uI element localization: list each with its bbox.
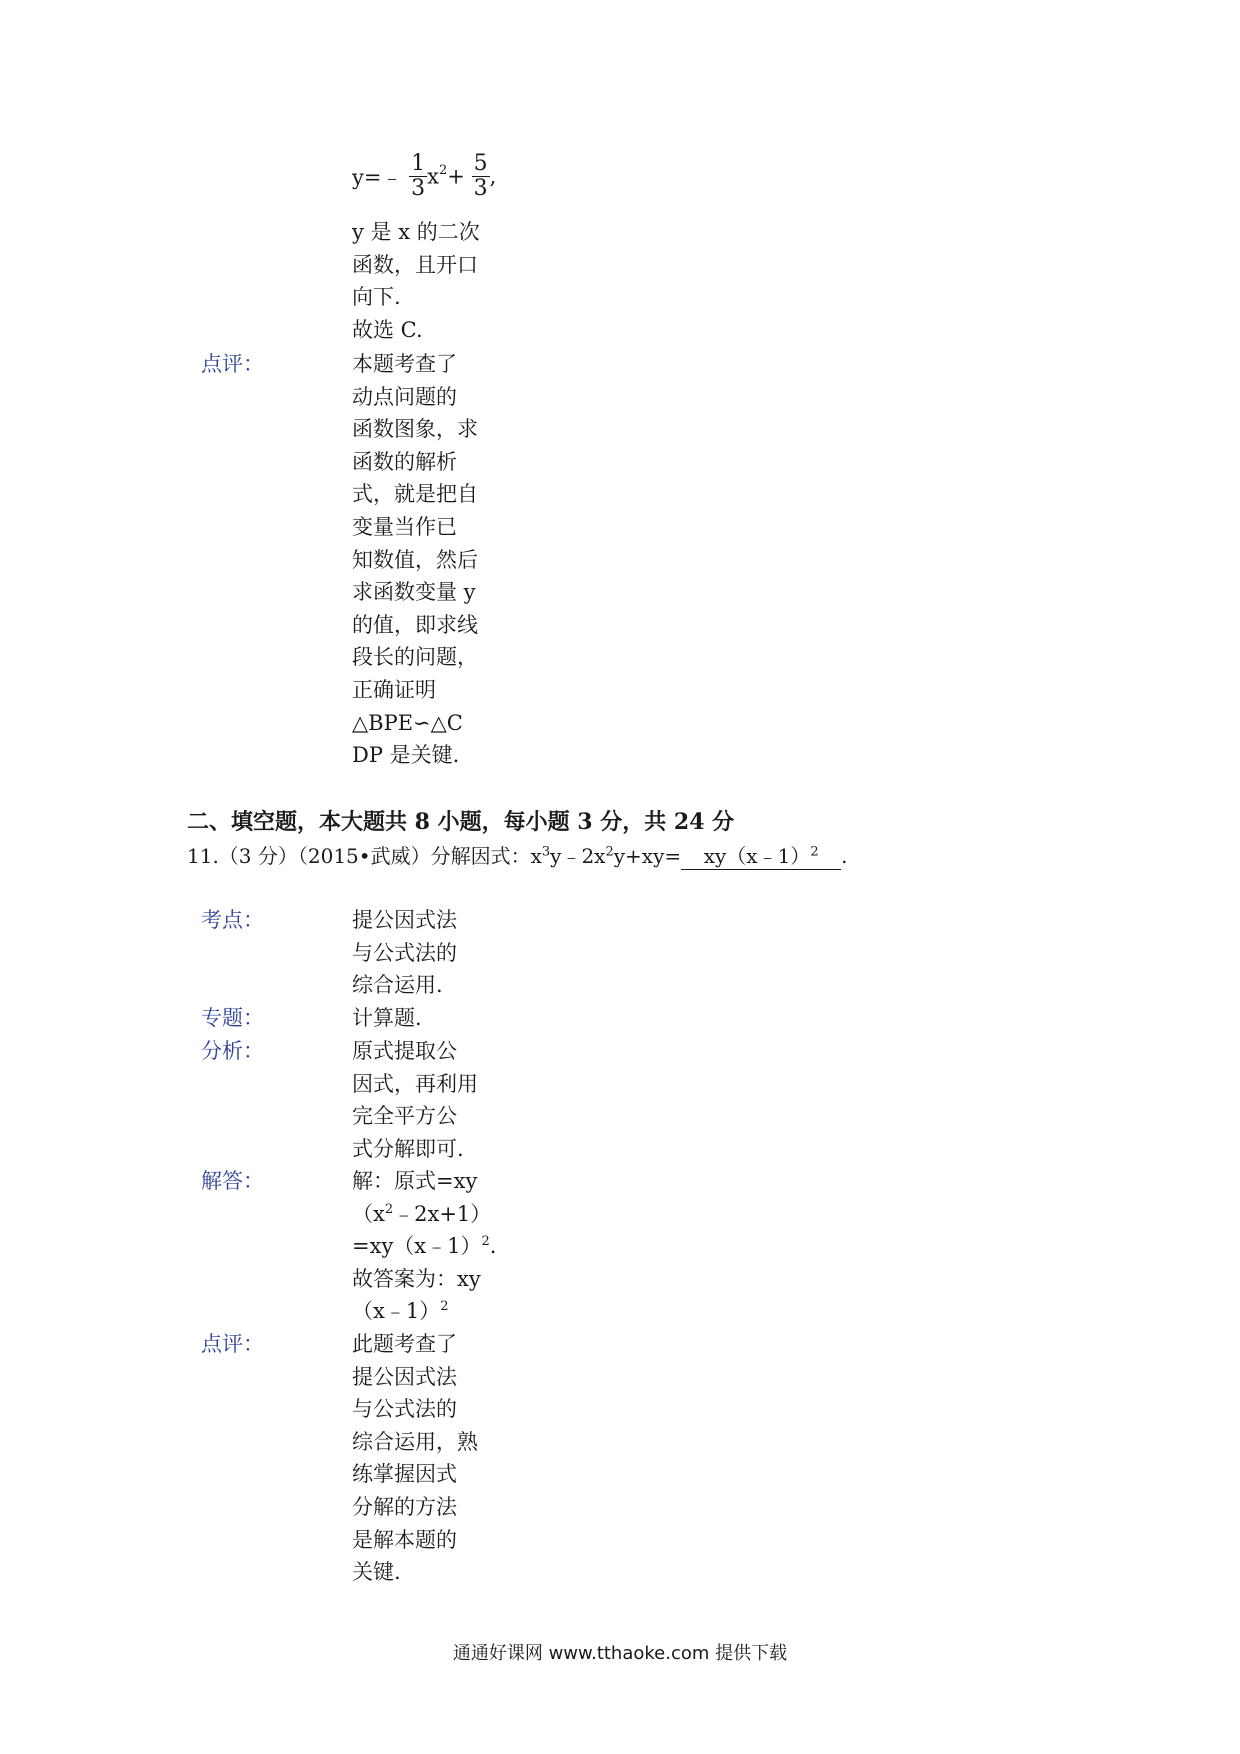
kaodian-text (352, 904, 457, 1002)
fenxi-text (352, 1035, 478, 1165)
zhuanti-label: 专题： (201, 1006, 264, 1030)
text-line: 的值，即求线 (352, 612, 478, 637)
formula-exponent: 2 (439, 163, 448, 178)
fenxi-label: 分析： (201, 1039, 264, 1063)
math-text: . (489, 1234, 497, 1259)
text-line: 动点问题的 (352, 384, 457, 409)
text-line: 向下. (352, 285, 401, 310)
review-label: 点评： (201, 352, 264, 376)
text-line: 式分解即可. (352, 1136, 464, 1161)
kaodian-label: 考点： (201, 908, 264, 932)
exponent: 2 (440, 1299, 449, 1315)
text-line (352, 1198, 496, 1231)
text-line: 分解的方法 (352, 1494, 457, 1519)
page-footer: 通通好课网 www.tthaoke.com 提供下载 (452, 1643, 788, 1664)
text-line: 故选 C. (352, 317, 423, 342)
text-line: 是解本题的 (352, 1527, 457, 1552)
fraction-denominator: 3 (411, 176, 426, 201)
text-line: 变量当作已 (352, 514, 457, 539)
exponent: 2 (384, 1201, 394, 1217)
dianping-label: 点评： (201, 1332, 264, 1356)
math-text: =xy（x﹣1） (352, 1234, 482, 1259)
math-text: （x﹣1） (352, 1299, 441, 1324)
text-line: DP 是关键. (352, 743, 460, 768)
fraction-five-thirds (472, 152, 490, 201)
jieda-text (352, 1165, 496, 1328)
fraction-numerator: 5 (473, 151, 488, 176)
solution-conclusion (352, 216, 480, 346)
text-line: 与公式法的 (352, 940, 457, 965)
text-line: 计算题. (352, 1006, 422, 1030)
text-line: 段长的问题， (352, 645, 478, 670)
text-line: 完全平方公 (352, 1104, 457, 1129)
text-line: 知数值，然后 (352, 547, 478, 572)
text-line: 提公因式法 (352, 1364, 457, 1389)
text-line (352, 1295, 496, 1328)
math-text: （x (352, 1201, 385, 1226)
text-line: 本题考查了 (352, 352, 457, 376)
fraction-denominator: 3 (473, 176, 488, 201)
exponent: 3 (541, 844, 551, 860)
formula-variable: x (427, 164, 439, 189)
formula-prefix: y=﹣ (352, 165, 403, 190)
text-line: 函数的解析 (352, 449, 457, 474)
answer-blank (681, 840, 841, 870)
review-text (352, 348, 478, 772)
answer-exponent: 2 (810, 844, 819, 860)
text-line (352, 1230, 496, 1263)
text-line: y 是 x 的二次 (352, 220, 480, 244)
text-line: 函数图象，求 (352, 417, 478, 442)
formula-line (352, 152, 496, 201)
formula-plus: + (447, 164, 465, 189)
exponent: 2 (605, 844, 614, 860)
text-line: 关键. (352, 1560, 401, 1585)
text-line: 故答案为：xy (352, 1266, 481, 1291)
text-line: 式，就是把自 (352, 482, 478, 507)
exponent: 2 (481, 1234, 490, 1250)
question-text: y+xy= (613, 844, 682, 868)
text-line: 原式提取公 (352, 1039, 457, 1063)
text-line: 因式，再利用 (352, 1071, 478, 1096)
question-end: . (841, 844, 848, 868)
fraction-one-third (409, 152, 427, 201)
text-line: 练掌握因式 (352, 1462, 457, 1487)
question-text: y﹣2x (550, 844, 606, 868)
text-line: △BPE∽△C (352, 710, 463, 735)
text-line: 与公式法的 (352, 1397, 457, 1422)
zhuanti-text (352, 1002, 422, 1035)
question-11 (187, 840, 848, 870)
text-line: 求函数变量 y (352, 580, 476, 605)
text-line: 正确证明 (352, 677, 436, 702)
text-line: 综合运用，熟 (352, 1429, 478, 1454)
section-heading: 二、填空题，本大题共 8 小题，每小题 3 分，共 24 分 (187, 809, 735, 835)
text-line: 提公因式法 (352, 908, 457, 932)
text-line: 此题考查了 (352, 1332, 457, 1356)
fraction-numerator: 1 (411, 151, 426, 176)
math-text: ﹣2x+1） (393, 1201, 492, 1226)
text-line: 综合运用. (352, 973, 443, 998)
jieda-label: 解答： (201, 1169, 264, 1193)
formula-suffix: , (489, 164, 497, 189)
question-text: 11.（3 分）（2015•武威）分解因式：x (187, 844, 542, 868)
text-line: 函数，且开口 (352, 252, 478, 277)
answer-text: xy（x﹣1） (703, 844, 811, 868)
dianping-text (352, 1328, 478, 1589)
text-line: 解：原式=xy (352, 1169, 478, 1193)
